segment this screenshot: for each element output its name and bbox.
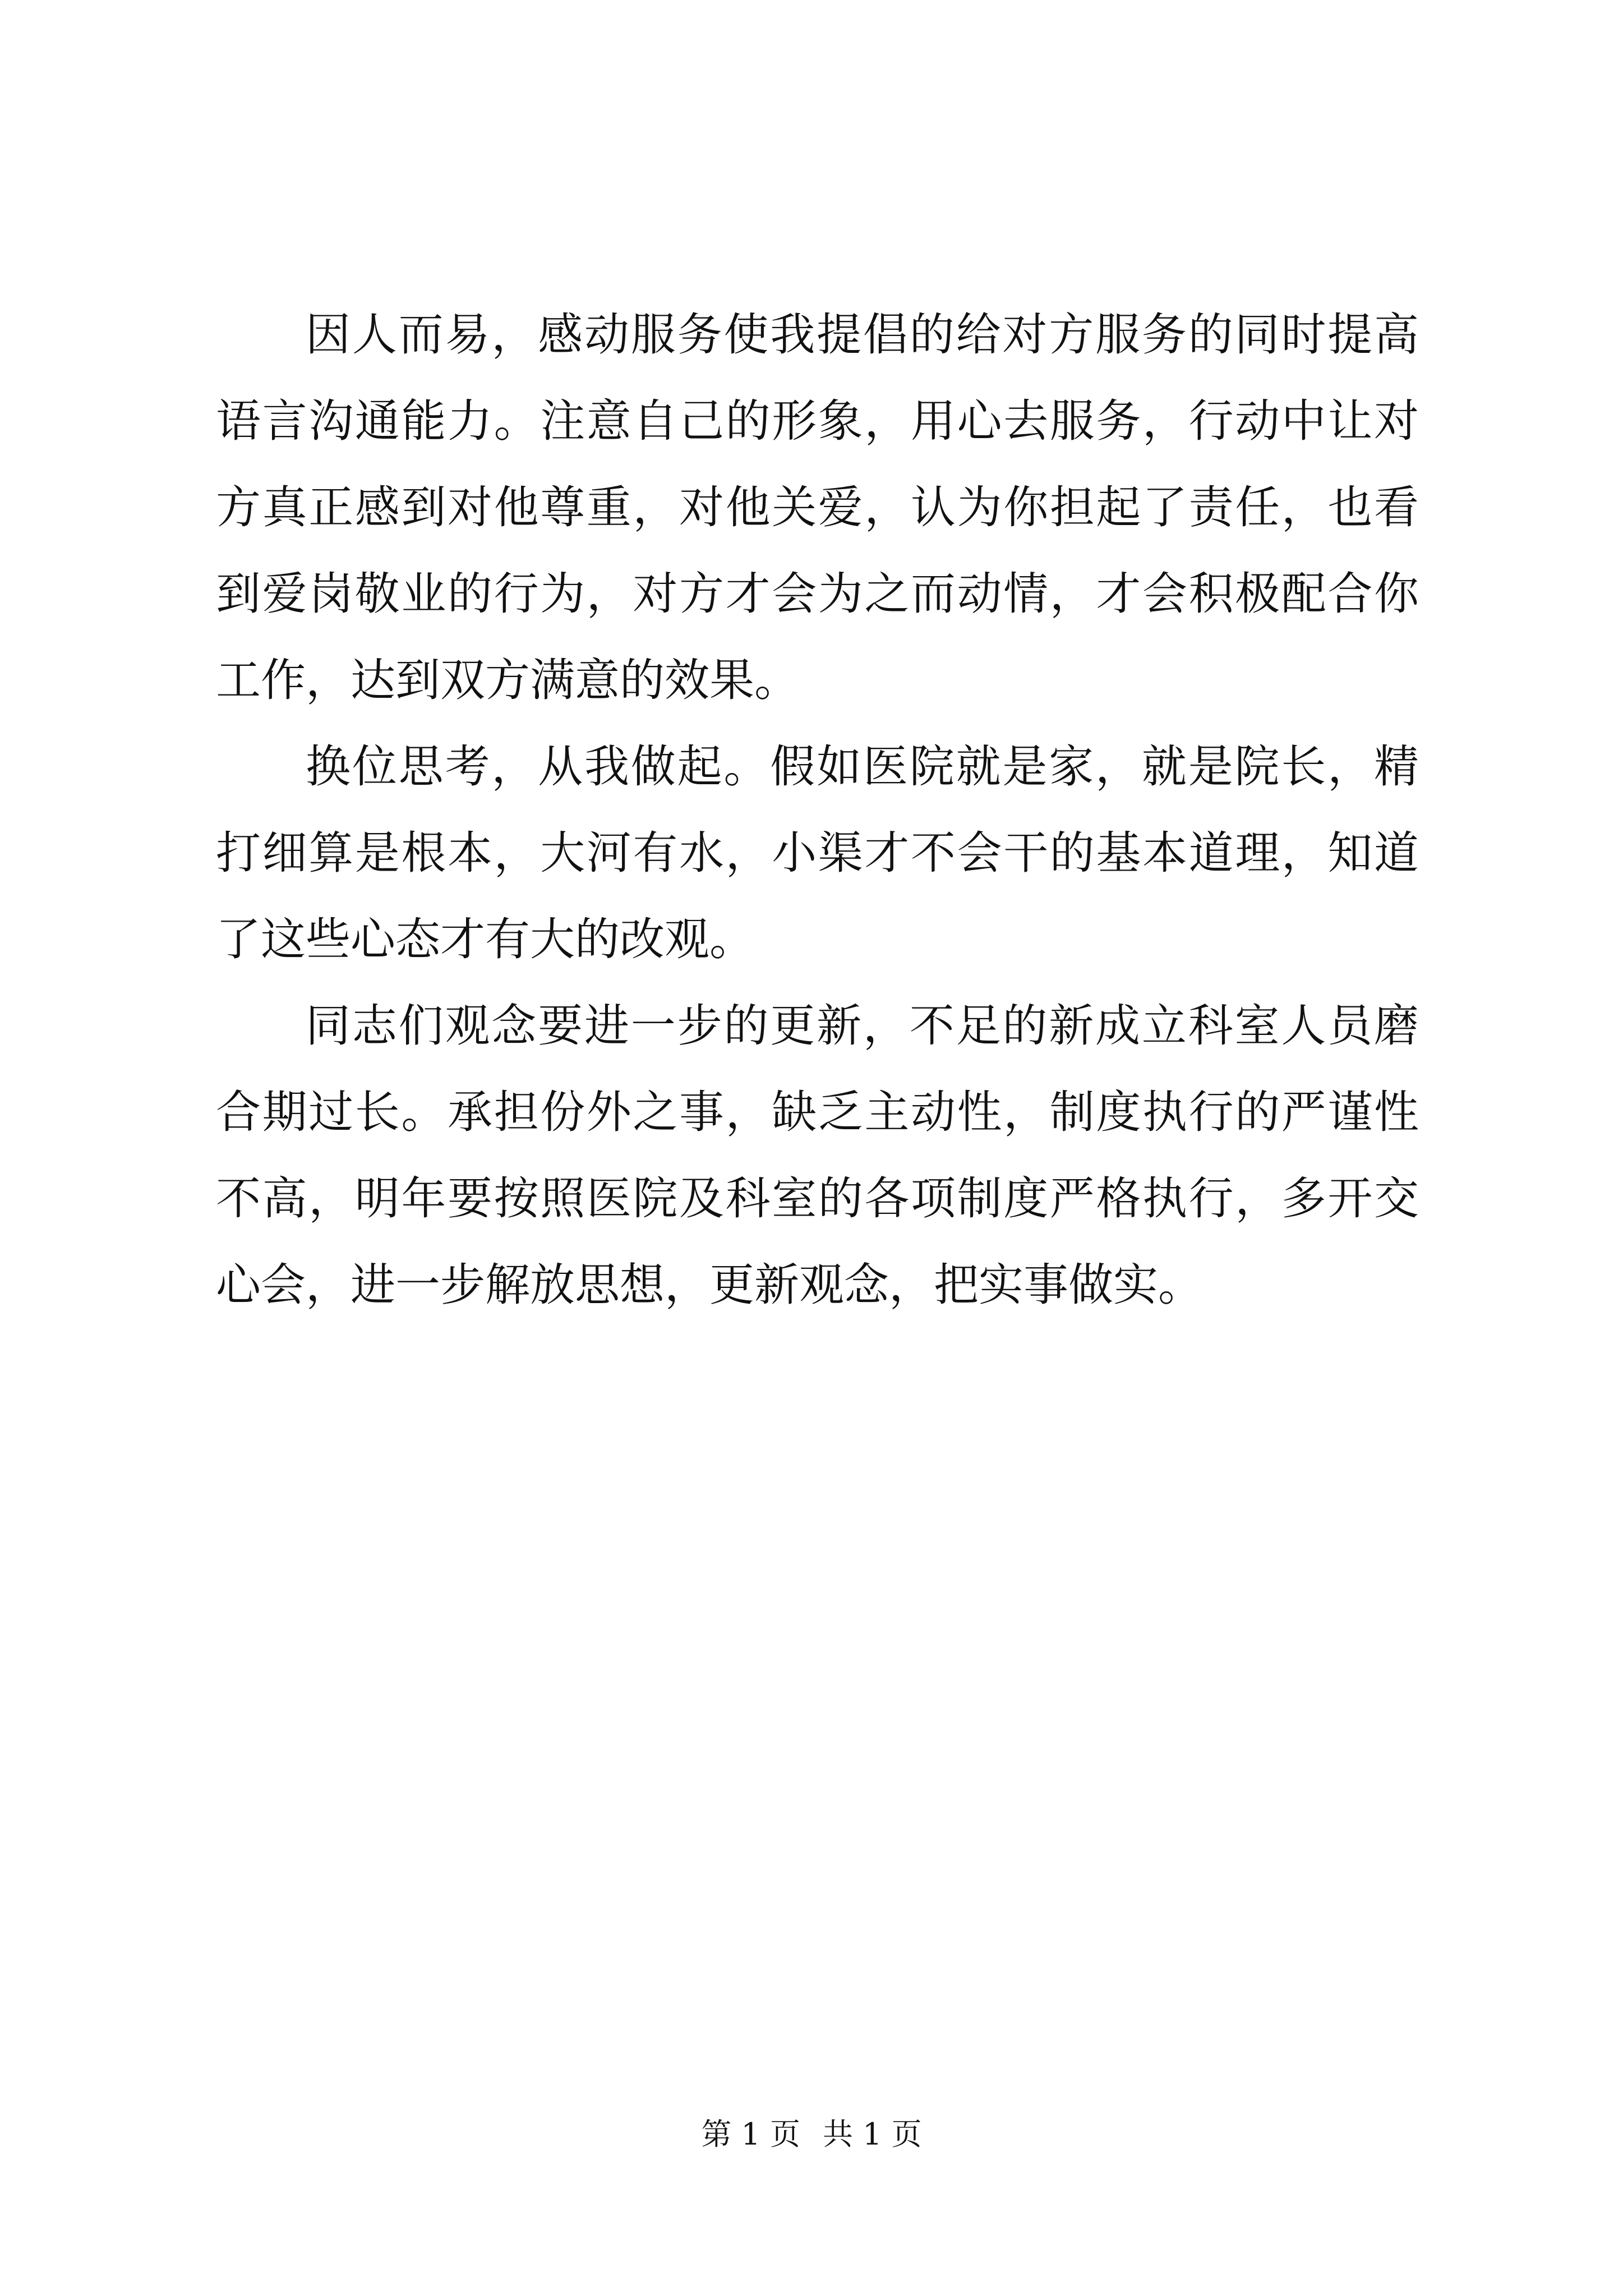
document-body bbox=[216, 292, 1419, 1328]
page-total: 共 1 页 bbox=[823, 2116, 922, 2152]
paragraph: 因人而易，感动服务使我提倡的给对方服务的同时提高语言沟通能力。注意自己的形象，用心去服务，行动中让对方真正感到对他尊重，对他关爱，认为你担起了责任，也看到爱岗敬业的行为，对方才会为之而动情，才会积极配合你工作，达到双方满意的效果。 bbox=[216, 309, 1419, 706]
paragraph: 同志们观念要进一步的更新，不足的新成立科室人员磨合期过长。承担份外之事，缺乏主动性，制度执行的严谨性不高，明年要按照医院及科室的各项制度严格执行，多开交心会，进一步解放思想，更新观念，把实事做实。 bbox=[216, 1000, 1419, 1311]
paragraph: 换位思考，从我做起。假如医院就是家，就是院长，精打细算是根本，大河有水，小渠才不会干的基本道理，知道了这些心态才有大的改观。 bbox=[216, 740, 1419, 965]
page-footer bbox=[0, 2115, 1623, 2154]
page-number: 第 1 页 bbox=[701, 2116, 800, 2152]
